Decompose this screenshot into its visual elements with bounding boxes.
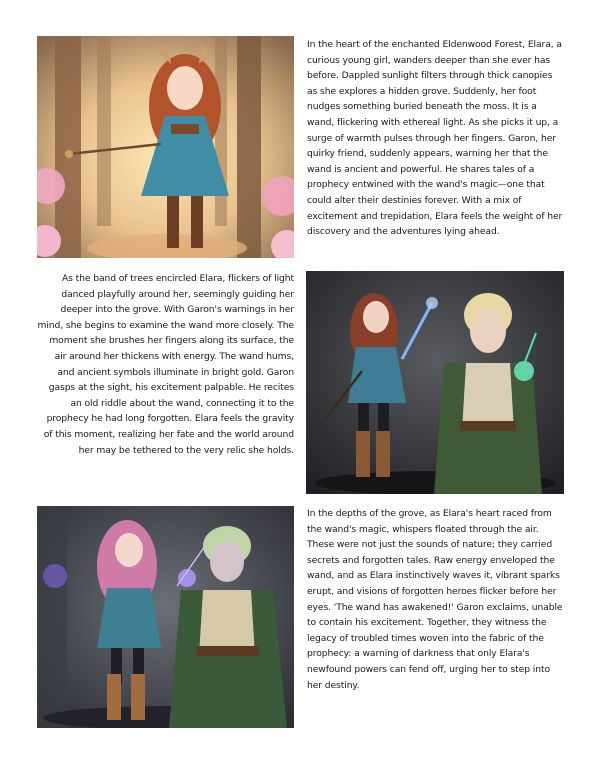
- elara-in-forest-illustration: [37, 36, 294, 258]
- section-2-paragraph: As the band of trees encircled Elara, flickers of light danced playfully around her, seemingly guiding her deeper into the grove. With Garon's warnings in her mind, she begins to examine the wand more closely. The moment she brushes her fingers along its surface, the air around her thickens with energy. The wand hums, and ancient symbols illuminate in bright gold. Garon gasps at the sight, his excitement palpable. He recites an old riddle about the wand, connecting it to the prophecy he had long forgotten. Elara feels the gravity of this moment, realizing her fate and the world around her may be tethered to the very relic she holds.: [37, 273, 294, 456]
- elara-and-garon-glowing-wand-illustration: [306, 271, 564, 494]
- elara-and-garon-magic-sparks-illustration: [37, 506, 294, 728]
- section-3-paragraph: In the depths of the grove, as Elara's heart raced from the wand's magic, whispers floated through the air. These were not just the sounds of nature; they carried secrets and forgotten tales. Raw energy enveloped the wand, and as Elara instinctively waves it, vibrant sparks erupt, and visions of forgotten heroes flicker before her eyes. 'The wand has awakened!' Garon exclaims, unable to contain his excitement. Together, they witness the legacy of troubled times woven into the fabric of the prophecy: a warning of darkness that only Elara's newfound powers can fend off, urging her to step into her destiny.: [307, 508, 563, 691]
- section-1-paragraph: In the heart of the enchanted Eldenwood Forest, Elara, a curious young girl, wanders deeper than she ever has before. Dappled sunlight filters through thick canopies as she explores a hidden grove. Suddenly, her foot nudges something buried beneath the moss. It is a wand, flickering with ethereal light. As she picks it up, a surge of warmth pulses through her fingers. Garon, her quirky friend, suddenly appears, warning her that the wand is ancient and powerful. He shares tales of a prophecy entwined with the wand's magic—one that could alter their destinies forever. With a mix of excitement and trepidation, Elara feels the weight of her discovery and the adventures lying ahead.: [307, 39, 563, 238]
